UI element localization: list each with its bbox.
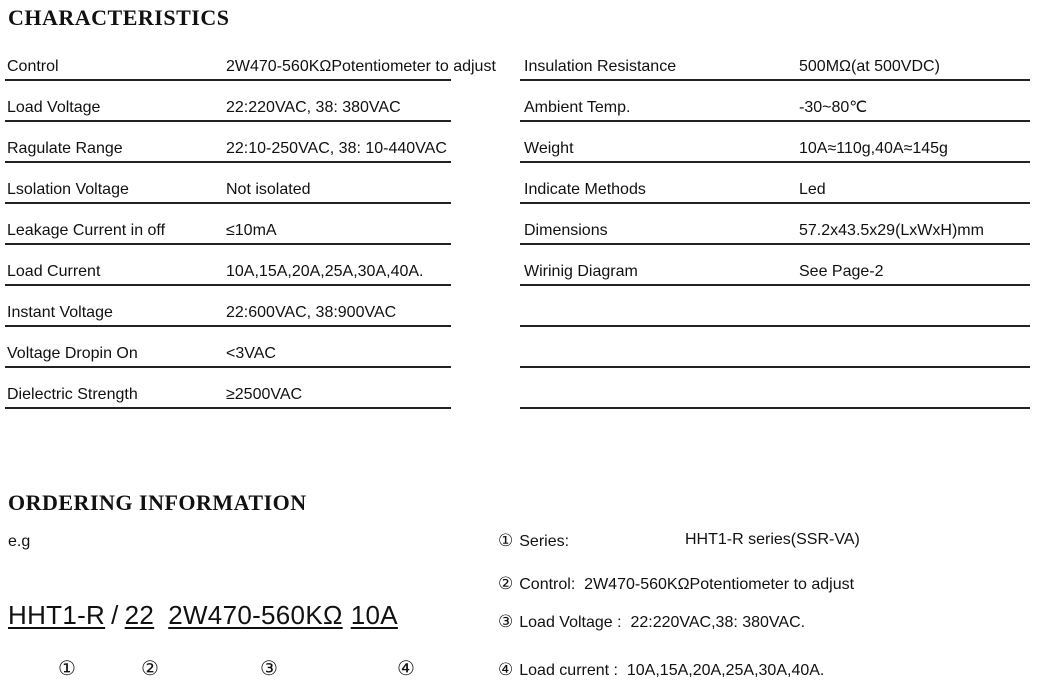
code-series: HHT1-R xyxy=(8,600,106,630)
code-voltage: 22 xyxy=(124,600,155,630)
spec-label: Wirinig Diagram xyxy=(524,263,638,280)
code-control: 2W470-560KΩ xyxy=(168,600,343,630)
spec-value: ≤10mA xyxy=(226,222,277,239)
order-item-number: ② xyxy=(498,574,514,593)
spec-row xyxy=(520,122,1030,163)
spec-row xyxy=(5,245,451,286)
spec-table-right xyxy=(520,40,1030,409)
spec-row xyxy=(520,40,1030,81)
order-item-number: ③ xyxy=(498,612,514,631)
spec-label: Ambient Temp. xyxy=(524,99,631,116)
spec-value: 2W470-560KΩPotentiometer to adjust xyxy=(226,58,496,75)
spec-value: Led xyxy=(799,181,826,198)
order-item-label: Load Voltage : xyxy=(519,614,622,631)
spec-value: See Page-2 xyxy=(799,263,884,280)
spec-value: 22:220VAC, 38: 380VAC xyxy=(226,99,401,116)
spec-label: Dielectric Strength xyxy=(7,386,138,403)
spec-row xyxy=(520,327,1030,368)
code-marker-4: ④ xyxy=(397,658,415,680)
order-item-label: Series: xyxy=(519,533,570,550)
spec-row xyxy=(5,40,496,81)
spec-label: Indicate Methods xyxy=(524,181,646,198)
spec-row xyxy=(520,245,1030,286)
spec-value: -30~80℃ xyxy=(799,99,868,116)
ordering-title: ORDERING INFORMATION xyxy=(8,490,307,515)
spec-label: Lsolation Voltage xyxy=(7,181,129,198)
example-label: e.g xyxy=(8,533,31,550)
spec-value: 57.2x43.5x29(LxWxH)mm xyxy=(799,222,984,239)
order-item-load-current xyxy=(498,660,824,680)
code-marker-1: ① xyxy=(58,658,76,680)
order-item-value: HHT1-R series(SSR-VA) xyxy=(685,531,860,548)
spec-row xyxy=(5,81,451,122)
order-item-value: 2W470-560KΩPotentiometer to adjust xyxy=(584,576,855,593)
spec-label: Dimensions xyxy=(524,222,608,239)
spec-row xyxy=(520,163,1030,204)
order-item-series xyxy=(498,531,860,551)
code-marker-3: ③ xyxy=(260,658,278,680)
code-separator: / xyxy=(111,600,119,630)
spec-row xyxy=(5,368,451,409)
spec-label: Control xyxy=(7,58,59,75)
spec-label: Leakage Current in off xyxy=(7,222,166,239)
code-current: 10A xyxy=(350,600,398,630)
code-marker-2: ② xyxy=(141,658,159,680)
order-item-label: Load current : xyxy=(519,662,618,679)
order-item-value: 10A,15A,20A,25A,30A,40A. xyxy=(626,662,825,679)
spec-label: Instant Voltage xyxy=(7,304,113,321)
characteristics-title: CHARACTERISTICS xyxy=(8,5,230,30)
spec-label: Insulation Resistance xyxy=(524,58,677,75)
spec-value: 10A,15A,20A,25A,30A,40A. xyxy=(226,263,424,280)
spec-value: 500MΩ(at 500VDC) xyxy=(799,58,940,75)
order-code xyxy=(8,600,398,631)
order-item-value: 22:220VAC,38: 380VAC. xyxy=(630,614,806,631)
spec-value: <3VAC xyxy=(226,345,276,362)
spec-value: 10A≈110g,40A≈145g xyxy=(799,140,948,157)
order-item-control xyxy=(498,574,854,594)
order-item-number: ④ xyxy=(498,660,514,679)
spec-row xyxy=(5,327,451,368)
spec-label: Weight xyxy=(524,140,574,157)
spec-row xyxy=(5,204,451,245)
spec-row xyxy=(5,163,451,204)
spec-row xyxy=(520,81,1030,122)
spec-row xyxy=(5,286,451,327)
spec-row xyxy=(520,368,1030,409)
spec-label: Load Current xyxy=(7,263,101,280)
spec-value: Not isolated xyxy=(226,181,311,198)
order-item-load-voltage xyxy=(498,612,805,632)
order-item-number: ① xyxy=(498,531,514,550)
spec-row xyxy=(5,122,451,163)
spec-value: 22:600VAC, 38:900VAC xyxy=(226,304,397,321)
spec-row xyxy=(520,286,1030,327)
spec-label: Voltage Dropin On xyxy=(7,345,138,362)
order-item-label: Control: xyxy=(519,576,576,593)
spec-value: ≥2500VAC xyxy=(226,386,303,403)
spec-table-left xyxy=(5,40,496,409)
spec-row xyxy=(520,204,1030,245)
spec-label: Load Voltage xyxy=(7,99,101,116)
spec-value: 22:10-250VAC, 38: 10-440VAC xyxy=(226,140,447,157)
spec-label: Ragulate Range xyxy=(7,140,123,157)
